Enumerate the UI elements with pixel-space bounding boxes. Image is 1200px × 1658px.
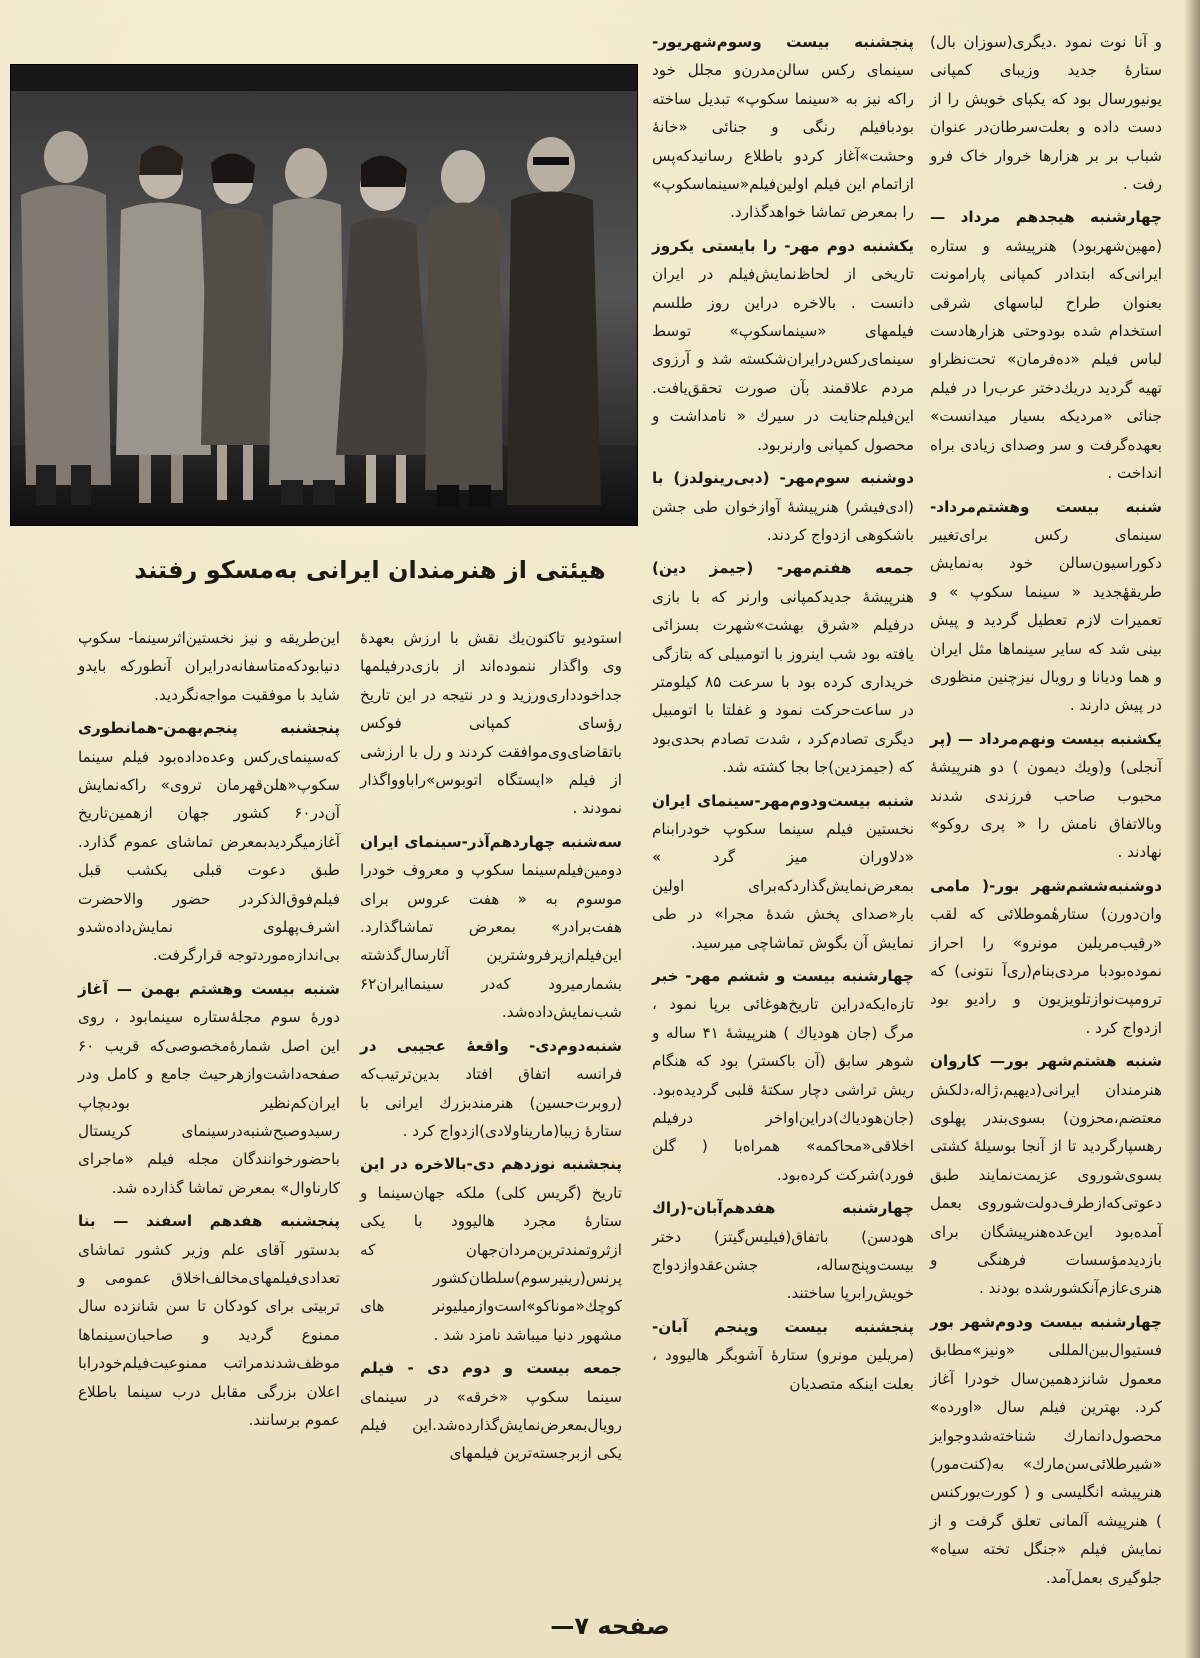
paragraph: چهارشنبه هیجدهم مرداد — (مهین‌شهربود) هنرپیشه و ستاره ایرانی‌که ابتدادر کمپانی پارامونت بعنوان طراح لباسهای شرقی استخدام شده بودوحتی هزارهادست لباس فیلم «ده‌فرمان» تحت‌نظراو تهیه گردید دریك‌دختر عرب‌را در فیلم جنائی «مردیکه بسیار میدانست» بعهده‌گرفت و سر وصدای زیادی براه انداخت .	[930, 208, 1162, 483]
paragraph: استودیو تاکنون‌یك نقش با ارزش بعهدهٔ وی واگذار ننموده‌اند از بازی‌درفیلمها جدا‌خودداری‌ورزید و در نتیجه در این تاریخ رؤسای کمپانی فوکس باتقاضای‌وی‌موافقت کردند و رل با ارزشی از فیلم «ایستگاه اتوبوس»‌راباو‌واگذار نمودند .	[360, 629, 622, 818]
paragraph: پنجشنبه بیست وپنجم آبان- (مریلین مونرو) ستارهٔ آشوبگر هالیوود ، بعلت اینکه متصدیان	[652, 1317, 914, 1393]
group-photo-image	[11, 65, 637, 525]
paragraph: دوشنبه‌ششم‌شهر بور-( مامی وان‌دورن) ستارهٔموطلائی که لقب «رقیب‌مریلین مونرو» را احراز نموده‌بودبا مردی‌بنام(ری‌آ نتونی) که ترومپت‌نوازتلویزیون و رادیو بود ازدواج کرد .	[930, 876, 1162, 1037]
paragraph: و آنا نوت نمود .دیگری(سوزان بال) ستارهٔ جدید وزیبای کمپانی یونیورسال بود که یکپای خویش را از دست داده و بعلت‌سرطان‌در عنوان شباب بر بر هزارها خروار خاک فرو رفت .	[930, 33, 1162, 194]
paragraph: چهارشنبه هفدهم‌آبان-(راك هودسن) باتفاق(فیلیس‌گیتز) دختر بیست‌وپنج‌ساله، جشن‌عقدو‌ازدواج خویش‌را‌برپا ساختند.	[652, 1199, 914, 1303]
paragraph: شنبه بیست‌ودوم‌مهر-سینمای ایران نخستین فیلم سینما سکوپ خود‌را‌بنام «دلاوران میز گرد » بمعرض‌نمایش‌گذارد‌که‌برای اولین بار«صدای پخش شدهٔ مجرا» در طی نمایش آن بگوش تماشاچی میرسید.	[652, 791, 914, 952]
paragraph: جمعه هفتم‌مهر- (جیمز دین) هنرپیشهٔ جدیدکمپانی وارنر که با بازی درفیلم «شرق بهشت»شهرت بسزائی یافته بود شب اینروز با اتومبیلی که بتازگی خریداری کرده بود با سرعت ۸۵ کیلومتر در ساعت‌حرکت نمود و غفلتا با اتومبیل دیگری تصادم‌کرد ، شدت تصادم بحدی‌بود که (جیمزدین)جا بجا کشته شد.	[652, 559, 914, 777]
column-middle	[652, 28, 914, 1403]
column-lower-left	[78, 624, 340, 1439]
page-edge-shadow	[1184, 0, 1200, 1658]
group-photo	[10, 64, 638, 526]
paragraph: شنبه بیست وهشتم بهمن — آغاز دورهٔ سوم مجلهٔ‌ستاره سینمابود ، روی این اصل شمارهٔ‌مخصوصی‌که قریب ۶۰ صفحه‌داشت‌وازهرحیث جامع و کامل ودر ایران‌کم‌نظیر بود‌بچاپ رسید‌وصبح‌شنبه‌درسینمای کریستال باحضورخوانندگان مجله فیلم «ماجرای کارناوال» بمعرض تماشا گذارده شد.	[78, 979, 340, 1197]
paragraph: پنجشنبه پنجم‌بهمن-همانطوری که‌سینمای‌رکس وعده‌داده‌بود فیلم سینما سکوپ«هلن‌قهرمان تروی» را‌که‌نمایش آن‌در۶۰ کشور جهان از‌همین‌تاریخ آغازمیگردید‌بمعرض تماشای عموم گذارد. طبق دعوت قبلی یکشب قبل فیلم‌فوق‌الذکر‌در حضور والاحضرت اشرف‌پهلوی نمایش‌داده‌شدو بی‌اندازه‌مورد‌توجه قرار‌گرفت.	[78, 719, 340, 965]
paragraph: پنجشنبه بیست وسوم‌شهریور- سینمای رکس سالن‌مدرن‌و مجلل خود را‌که نیز به «سینما سکوپ» تبدیل ساخته بودبافیلم رنگی و جنائی «خانهٔ وحشت»آغاز کرد‌و باطلاع رسانید‌که‌پس ازاتمام این فیلم اولین‌فیلم«سینماسکوپ» را بمعرض تماشا خواهدگذارد.	[652, 33, 914, 222]
paragraph: یکشنبه دوم مهر- را بایستی یکروز تاریخی از لحاظ‌نمایش‌فیلم در ایران دانست . بالاخره دراین روز طلسم فیلمهای «سینماسکوپ» توسط سینمای‌رکس‌در‌ایران‌شکسته شد و آرزوی مردم علاقمند بآن صورت تحقق‌یافت. این‌فیلم‌جنایت در سیرك « نامداشت و محصول کمپانی وارنربود.	[652, 236, 914, 454]
paragraph: پنجشنبه نوزدهم دی-بالاخره در این تاریخ (گریس کلی) ملکه جهان‌سینما و ستارهٔ مجرد هالیوود با یکی از‌ثروتمندترین‌مردان‌جهان که پرنس(رینیر‌سوم)سلطان‌کشور کوچك«موناکو»‌است‌و‌ازمیلیونر های مشهور دنیا میباشد نامزد شد .	[360, 1155, 622, 1344]
paragraph: شنبه بیست وهشتم‌مرداد-سینمای رکس برای‌تغییر دکوراسیون‌سالن خود به‌نمایش طریقهٔجدید « سینما سکوپ » و تعمیرات لازم تعطیل گردید و پیش بینی شد که سایر سینماها مثل ایران و هما ودیانا و رویال نیزچنین منظوری در پیش دارند .	[930, 497, 1162, 715]
paragraph: شنبه هشتم‌شهر بور— کاروان هنرمندان ایرانی(دیهیم،ژاله،دلکش معتضم،محزون) بسوی‌بندر پهلوی رهسپارگردید تا از آنجا بوسیلهٔ کشتی بسوی‌شوروی عزیمت‌نمایند طبق دعوتی‌که‌ازطرف‌دولت‌شوروی بعمل آمده‌بود این‌عده‌هنرپیشگان برای بازدیدمؤسسات فرهنگی و هنری‌عازم‌آنکشورشده بودند .	[930, 1052, 1162, 1298]
paragraph: شنبه‌دوم‌دی- واقعهٔ عجیبی در فرانسه اتفاق افتاد بدین‌ترتیب‌که (روبرت‌حسین) هنرمند‌بزرك ایرانی با ستارهٔ زیبا(ماریناولادی)ازدواج کرد .	[360, 1036, 622, 1140]
paragraph: جمعه بیست و دوم دی - فیلم سینما سکوپ «خرقه» در سینمای رویال‌بمعرض‌نمایش‌گذارده‌شد.این فیلم یکی ازبرجسته‌ترین فیلمهای	[360, 1359, 622, 1463]
page-number: صفحه ۷—	[550, 1612, 670, 1640]
column-lower-middle	[360, 624, 622, 1473]
paragraph: چهارشنبه بیست ودوم‌شهر بور فستیوال‌بین‌المللی «ونیز»‌مطابق معمول شانزدهمین‌سال خود‌را آغاز کرد. بهترین فیلم سال «اورده» محصول‌دانمارك شناخته‌شدوجوایز «شیرطلائی‌سن‌مارك» به(کنت‌مور) هنرپیشه انگلیسی و ( کورت‌یورکنس ) هنرپیشه آلمانی تعلق گرفت و از نمایش فیلم «جنگل تخته سیاه» جلوگیری بعمل‌آمد.	[930, 1312, 1162, 1587]
photo-caption: هیئتی از هنرمندان ایرانی به‌مسکو رفتند	[134, 556, 606, 584]
column-right	[930, 28, 1162, 1597]
paragraph: این‌طریقه و نیز نخستین‌اثرسینما- سکوپ دنیابود‌که‌متاسفانه‌درایران آنطورکه بایدو شاید با موفقیت مواجه‌نگردید.	[78, 629, 340, 704]
paragraph: دوشنبه سوم‌مهر- (دبی‌رینولدز) با (ادی‌فیشر) هنرپیشهٔ آوازخوان طی جشن باشکوهی ازدواج کردند.	[652, 469, 914, 544]
paragraph: چهارشنبه بیست و ششم مهر- خبر تازه‌ایکه‌دراین تاریخ‌هوغائی برپا نمود ، مرگ (جان هودیاك ) هنرپیشهٔ ۴۱ ساله و شوهر سابق (آن باکستر) بود که هنگام ریش تراشی دچار سکتهٔ قلبی گردیده‌بود. (جان‌هودیاك)دراین‌اواخر درفیلم اخلاقی«محاکمه» همراه‌با ( گلن فورد)شرکت کرده‌بود.	[652, 967, 914, 1184]
paragraph: پنجشنبه هفدهم اسفند — بنا بدستور آقای علم وزیر کشور تماشای تعدادی‌فیلمهای‌مخالف‌اخلاق عمومی و تربیتی برای کودکان تا سن شانزده سال ممنوع گردید و صاحبان‌سینماها موظف‌شدند‌مراتب ممنوعیت‌فیلم‌خودرا‌با اعلان بزرگی مقابل درب سینما باطلاع عموم برسانند.	[78, 1212, 340, 1429]
paragraph: سه‌شنبه چهاردهم‌آذر-سینمای ایران دومین‌فیلم‌سینما سکوپ و معروف خود‌را موسوم به « هفت عروس برای هفت‌برادر» بمعرض تماشاگذارد. این‌فیلم‌از‌پرفروشترین آثار‌سال‌گذشته بشمارمیرود که‌در سینما‌ایران۶۲ شب‌نمایش‌داده‌شد.	[360, 832, 622, 1022]
paragraph: یکشنبه بیست ونهم‌مرداد — (پر آنجلی) و(ویك دیمون ) دو هنرپیشهٔ محبوب صاحب فرزندی شدند وبالاتفاق نامش را « پری روکو» نهادند .	[930, 729, 1162, 862]
